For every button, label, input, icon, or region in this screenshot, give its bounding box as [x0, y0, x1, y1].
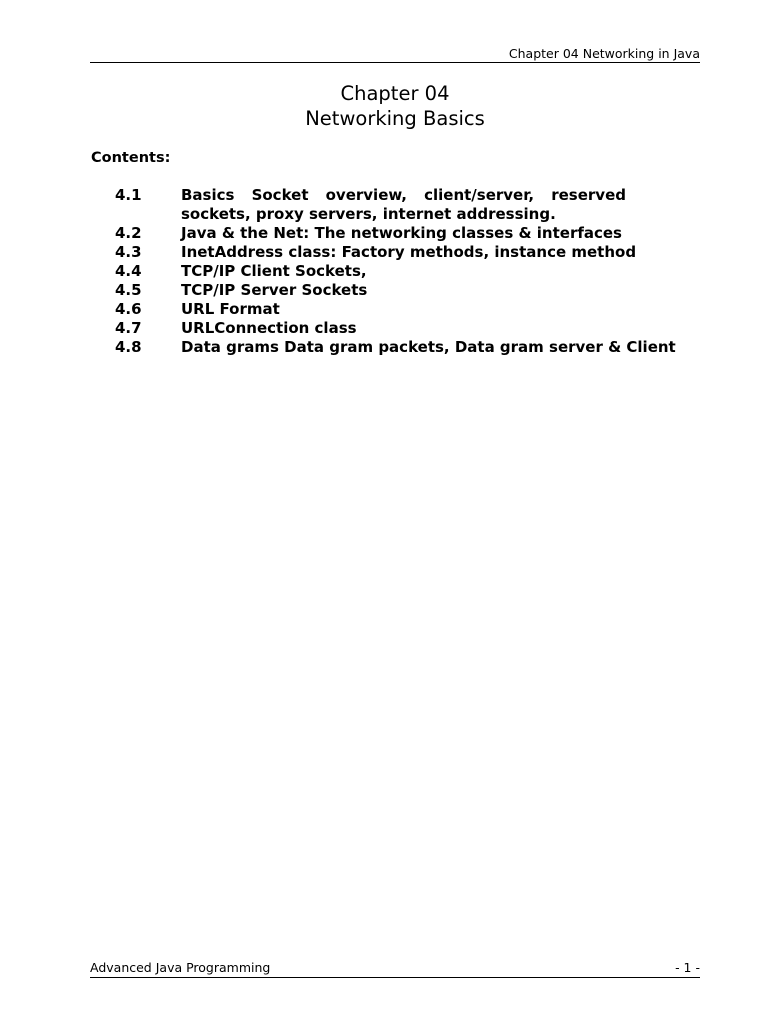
toc-item-number: 4.6: [115, 300, 142, 318]
toc-item-number: 4.3: [115, 243, 142, 261]
toc-item-text: TCP/IP Server Sockets: [181, 281, 368, 299]
table-of-contents: [0, 186, 768, 357]
toc-item: [0, 319, 768, 338]
footer-divider: [90, 977, 700, 978]
toc-item-number: 4.7: [115, 319, 142, 337]
running-header: Chapter 04 Networking in Java: [508, 46, 700, 61]
footer-page-number: - 1 -: [675, 960, 700, 975]
toc-item-number: 4.1: [115, 186, 142, 204]
toc-item: [0, 262, 768, 281]
toc-item-number: 4.5: [115, 281, 142, 299]
toc-item-text: Basics Socket overview, client/server, reserved sockets, proxy servers, internet addressing.: [181, 186, 626, 223]
chapter-subtitle: Networking Basics: [305, 107, 485, 130]
toc-item: [0, 224, 768, 243]
toc-item: [0, 338, 768, 357]
toc-item-text: Data grams Data gram packets, Data gram server & Client: [181, 338, 676, 356]
chapter-title: Chapter 04: [340, 82, 450, 105]
footer-book-title: Advanced Java Programming: [90, 960, 271, 975]
toc-item-text: InetAddress class: Factory methods, instance method: [181, 243, 637, 261]
toc-item-text: URLConnection class: [181, 319, 357, 337]
toc-item-text: Java & the Net: The networking classes & interfaces: [181, 224, 622, 242]
toc-item: [0, 186, 768, 224]
header-divider: [90, 62, 700, 63]
toc-item: [0, 300, 768, 319]
contents-heading: Contents:: [91, 150, 171, 166]
toc-item: [0, 243, 768, 262]
toc-item-number: 4.8: [115, 338, 142, 356]
toc-item-number: 4.2: [115, 224, 142, 242]
toc-item-text: TCP/IP Client Sockets,: [181, 262, 367, 280]
toc-item-number: 4.4: [115, 262, 142, 280]
toc-item: [0, 281, 768, 300]
toc-item-text: URL Format: [181, 300, 280, 318]
